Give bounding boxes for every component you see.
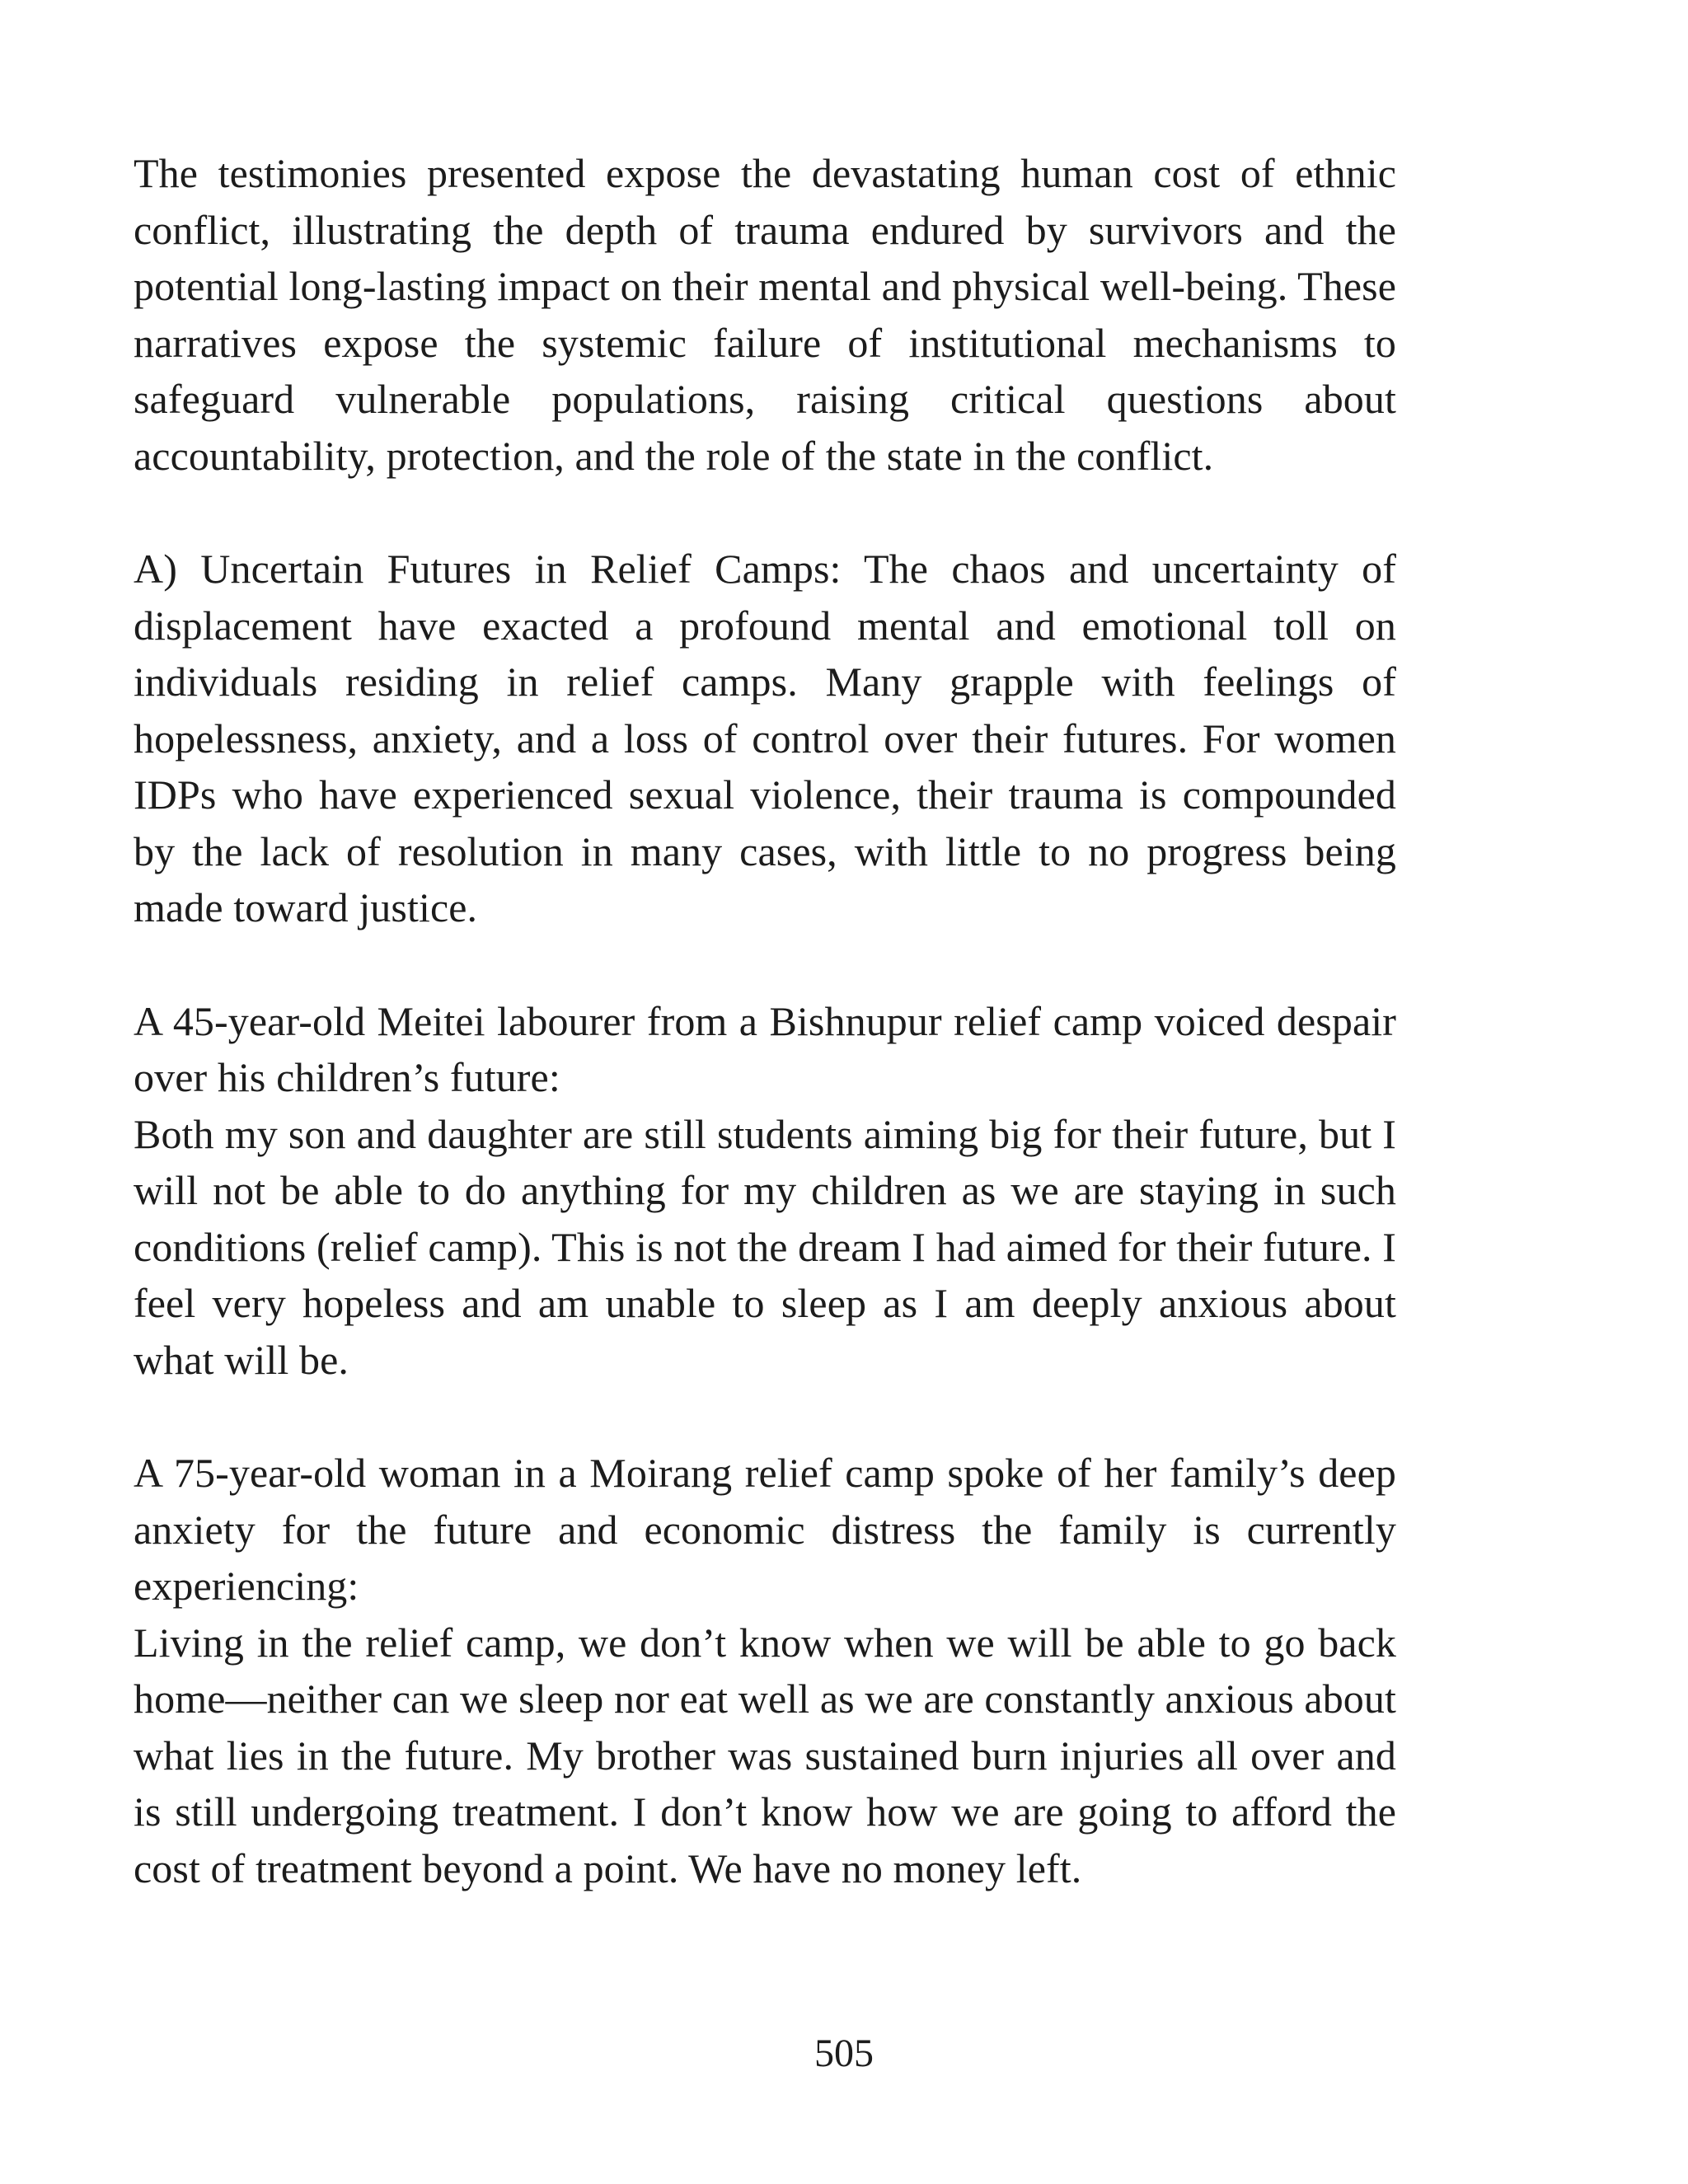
testimony-2-quote: Living in the relief camp, we don’t know when we will be able to go back home—neither can we sleep nor eat well as we are constantly anxious about what lies in the future. My brother was sustained burn injuries all over and is still undergoing treatment. I don’t know how we are going to afford the cost of treatment beyond a point. We have no money left. [134,1619,1396,1891]
section-a-separator: : [829,546,842,592]
testimony-2-intro: A 75-year-old woman in a Moirang relief camp spoke of her family’s deep anxiety for the future and economic distress the family is currently experiencing: [134,1450,1396,1609]
paragraph-spacer [134,484,1396,541]
paragraph-spacer [134,1388,1396,1445]
testimony-1-quote: Both my son and daughter are still students aiming big for their future, but I will not be able to do anything for my children as we are staying in such conditions (relief camp). This is not the dream I had aimed for their future. I feel very hopeless and am unable to sleep as I am deeply anxious about what will be. [134,1110,1396,1383]
intro-paragraph: The testimonies presented expose the devastating human cost of ethnic conflict, illustrating the depth of trauma endured by survivors and the potential long-lasting impact on their mental and physical well-being. These narratives expose the systemic failure of institutional mechanisms to safeguard vulnerable populations, raising critical questions about accountability, protection, and the role of the state in the conflict. [134,150,1396,479]
page-number: 505 [814,2032,874,2075]
section-a-paragraph [134,541,1396,936]
section-a-heading: A) Uncertain Futures in Relief Camps [134,546,830,592]
page-body [134,145,1396,1896]
section-a-body: The chaos and uncertainty of displacement have exacted a profound mental and emotional toll on individuals residing in relief camps. Many grapple with feelings of hopelessness, anxiety, and a loss of control over their futures. For women IDPs who have experienced sexual violence, their trauma is compounded by the lack of resolution in many cases, with little to no progress being made toward justice. [134,546,1396,930]
testimony-1-intro: A 45-year-old Meitei labourer from a Bishnupur relief camp voiced despair over his children’s future: [134,997,1396,1100]
paragraph-spacer [134,936,1396,993]
